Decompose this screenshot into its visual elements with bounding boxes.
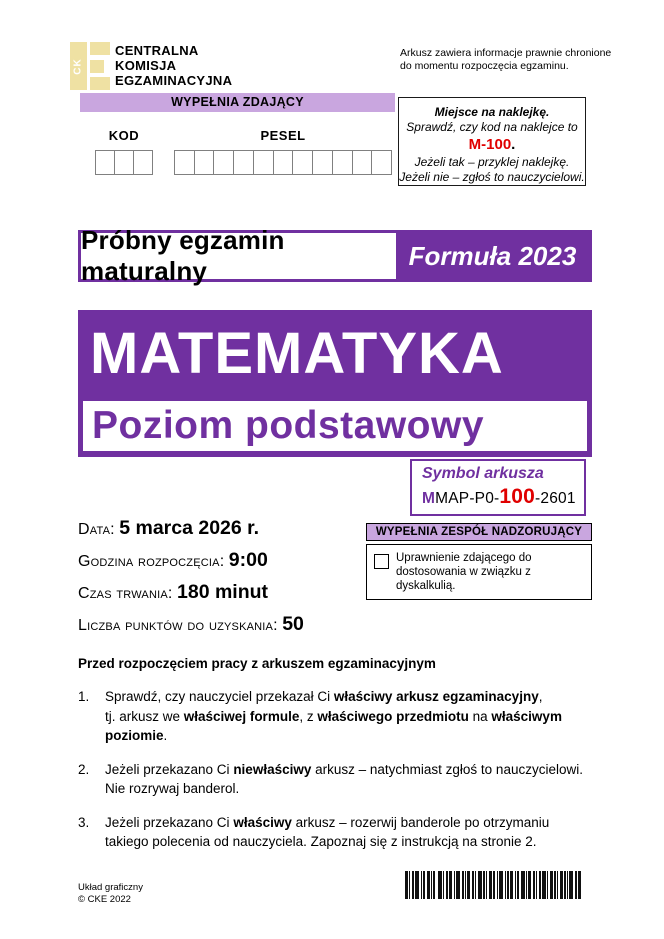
dyscalculia-option-label: Uprawnienie zdającego do dostosowania w związku z dyskalkulią. [396, 552, 532, 592]
org-name-line2: KOMISJA [115, 58, 177, 73]
instruction-item-1 [78, 687, 594, 746]
exam-type-label: Próbny egzamin maturalny [81, 233, 396, 279]
fill-in-board-body [366, 544, 592, 600]
copyright-note: Układ graficzny © CKE 2022 [78, 882, 143, 905]
pesel-cell[interactable] [292, 150, 313, 175]
cke-logo-ck-text: CK [72, 57, 84, 75]
fill-in-candidate-bar: WYPEŁNIA ZDAJĄCY [80, 93, 395, 112]
sticker-no-line: Jeżeli nie – zgłoś to nauczycielowi. [399, 170, 585, 184]
exam-info-duration-label: Czas trwania: [78, 585, 173, 602]
subject-banner [78, 310, 592, 457]
exam-info-start-time-label: Godzina rozpoczęcia: [78, 553, 225, 570]
fill-in-board-box [366, 523, 592, 600]
pesel-label: PESEL [260, 128, 306, 143]
level-label: Poziom podstawowy [83, 401, 587, 451]
pesel-cells [174, 150, 392, 175]
kod-cell[interactable] [114, 150, 134, 175]
pesel-cell[interactable] [332, 150, 353, 175]
pesel-cell[interactable] [273, 150, 294, 175]
org-name [115, 43, 232, 88]
sticker-yes-line: Jeżeli tak – przyklej naklejkę. [414, 155, 570, 169]
pesel-cell[interactable] [253, 150, 274, 175]
sheet-symbol-suffix: -2601 [535, 490, 576, 507]
pesel-cell[interactable] [371, 150, 392, 175]
instruction-item-3 [78, 813, 594, 852]
cke-logo-e-glyph [90, 42, 110, 90]
cke-logo-ck-block [70, 42, 87, 90]
sheet-symbol-prefix: M [422, 490, 436, 507]
exam-type-banner [78, 225, 592, 286]
subject-title: MATEMATYKA [90, 321, 504, 386]
exam-info-date [78, 517, 304, 540]
exam-info-max-points-label: Liczba punktów do uzyskania: [78, 617, 278, 634]
sheet-symbol-box [410, 459, 586, 516]
exam-info-date-value: 5 marca 2026 r. [119, 517, 260, 539]
org-name-line1: CENTRALNA [115, 43, 199, 58]
instruction-item-2-text: Jeżeli przekazano Ci niewłaściwy arkusz – natychmiast zgłoś to nauczycielowi. Nie rozrywaj banderol. [105, 761, 583, 796]
instruction-item-2-number: 2. [78, 761, 90, 777]
instruction-item-2 [78, 760, 594, 799]
pesel-cell[interactable] [194, 150, 215, 175]
kod-cell[interactable] [133, 150, 153, 175]
instruction-item-1-number: 1. [78, 689, 90, 704]
cke-logo [70, 42, 110, 90]
pesel-field-group [174, 128, 392, 175]
pesel-cell[interactable] [233, 150, 254, 175]
kod-cells [95, 150, 153, 175]
sticker-code-suffix: . [511, 136, 516, 153]
sticker-title: Miejsce na naklejkę. [434, 105, 550, 119]
sheet-symbol-highlight: 100 [499, 485, 536, 508]
pesel-cell[interactable] [312, 150, 333, 175]
pesel-cell[interactable] [174, 150, 195, 175]
instructions-section [78, 656, 594, 866]
instructions-heading: Przed rozpoczęciem pracy z arkuszem egzaminacyjnym [78, 656, 436, 671]
sticker-code: M-100 [468, 136, 512, 153]
instruction-item-3-number: 3. [78, 814, 90, 830]
kod-label: KOD [108, 128, 140, 143]
kod-cell[interactable] [95, 150, 115, 175]
exam-info-max-points-value: 50 [282, 613, 304, 635]
pesel-cell[interactable] [352, 150, 373, 175]
org-name-line3: EGZAMINACYJNA [115, 73, 233, 88]
sticker-box [398, 97, 586, 186]
sheet-symbol-mid: MAP-P0- [435, 490, 500, 507]
exam-info-list [78, 517, 304, 645]
exam-info-start-time-value: 9:00 [228, 549, 268, 571]
sticker-check-line: Sprawdź, czy kod na naklejce to [406, 120, 578, 134]
kod-field-group [95, 128, 153, 175]
dyscalculia-checkbox[interactable] [374, 554, 389, 569]
exam-info-duration [78, 581, 304, 604]
sticker-code-line [399, 136, 585, 153]
exam-info-start-time [78, 549, 304, 572]
instruction-item-3-text: Jeżeli przekazano Ci właściwy arkusz – rozerwij banderole po otrzymaniu takiego polecenia od nauczyciela. Zapoznaj się z instrukcją na stronie 2. [105, 814, 550, 849]
fill-in-board-bar: WYPEŁNIA ZESPÓŁ NADZORUJĄCY [366, 523, 592, 541]
sheet-symbol-label: Symbol arkusza [422, 465, 544, 482]
pesel-cell[interactable] [213, 150, 234, 175]
exam-info-duration-value: 180 minut [177, 581, 269, 603]
exam-info-max-points [78, 613, 304, 636]
legal-notice: Arkusz zawiera informacje prawnie chronione do momentu rozpoczęcia egzaminu. [400, 47, 612, 72]
instruction-item-1-text: Sprawdź, czy nauczyciel przekazał Ci właściwy arkusz egzaminacyjny, tj. arkusz we właściwej formule, z właściwego przedmiotu na właściwym poziomie. [105, 689, 562, 743]
exam-info-date-label: Data: [78, 521, 115, 538]
sheet-symbol-code [422, 484, 584, 511]
formula-badge: Formuła 2023 [408, 240, 577, 271]
barcode [405, 871, 581, 899]
